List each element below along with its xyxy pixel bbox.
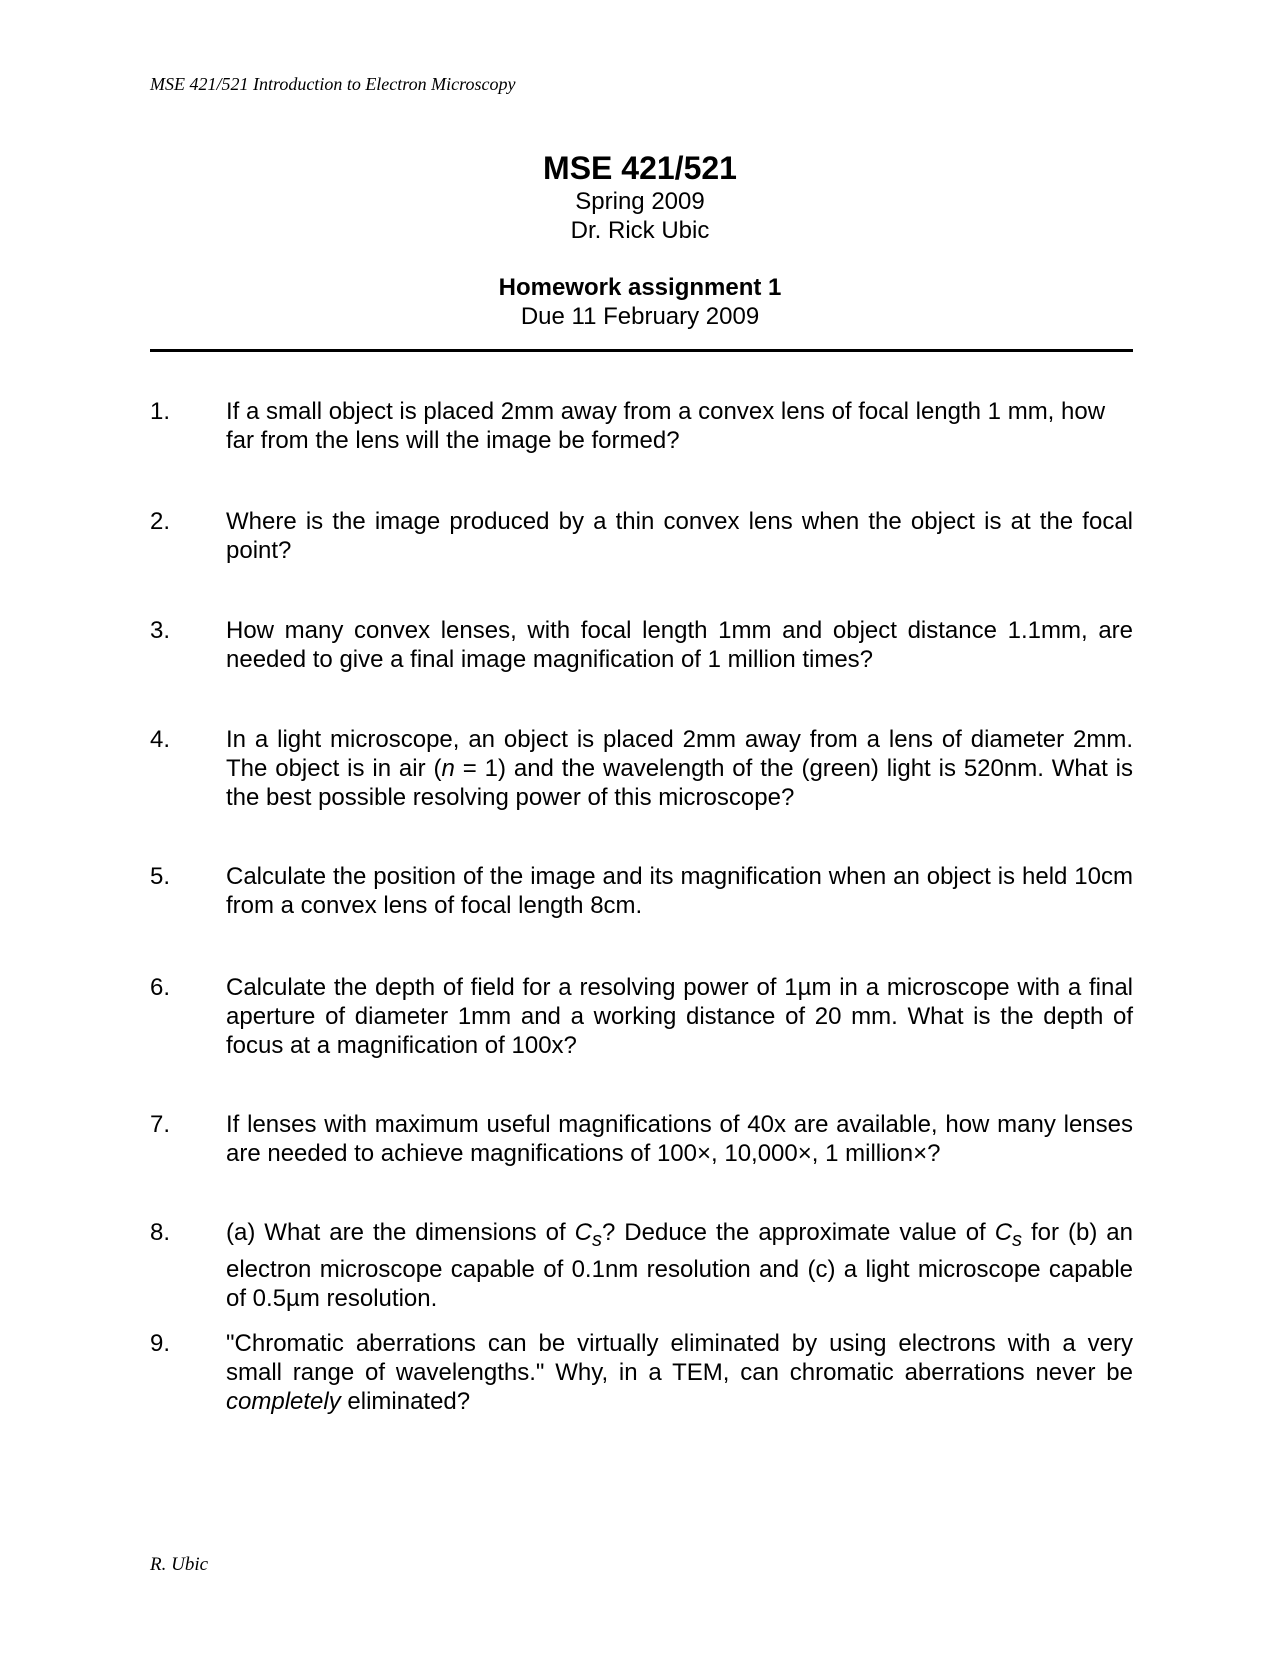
- question-7: [150, 1110, 1133, 1168]
- question-number: 1.: [150, 398, 171, 425]
- question-number: 2.: [150, 508, 171, 535]
- question-text: If lenses with maximum useful magnifications of 40x are available, how many lenses are needed to achieve magnifications of 100×, 10,000×, 1 million×?: [226, 1111, 1133, 1167]
- semester: Spring 2009: [575, 188, 705, 215]
- question-number: 4.: [150, 726, 171, 753]
- running-header: MSE 421/521 Introduction to Electron Microscopy: [150, 74, 516, 94]
- question-6: [150, 973, 1133, 1060]
- question-text: How many convex lenses, with focal length 1mm and object distance 1.1mm, are needed to give a final image magnification of 1 million times?: [226, 617, 1133, 673]
- question-number: 6.: [150, 974, 171, 1001]
- question-text: In a light microscope, an object is placed 2mm away from a lens of diameter 2mm. The object is in air (n = 1) and the wavelength of the (green) light is 520nm. What is the best possible resolving power of this microscope?: [226, 726, 1133, 811]
- question-number: 3.: [150, 617, 171, 644]
- question-number: 5.: [150, 863, 171, 890]
- question-4: [150, 725, 1133, 812]
- question-2: [150, 507, 1133, 565]
- question-text: "Chromatic aberrations can be virtually eliminated by using electrons with a very small range of wavelengths." Why, in a TEM, can chromatic aberrations never be completely eliminated?: [226, 1330, 1133, 1415]
- footer-author: R. Ubic: [150, 1554, 209, 1575]
- question-5: [150, 862, 1133, 920]
- assignment-title: Homework assignment 1: [498, 274, 782, 301]
- question-text: (a) What are the dimensions of $C_s$? Deduce the approximate value of $C_s$ for (b) an electron microscope capable of 0.1nm resolution and (c) a light microscope capable of 0.5µm resolution.: [226, 1219, 1133, 1312]
- question-number: 8.: [150, 1219, 171, 1246]
- question-number: 7.: [150, 1111, 171, 1138]
- course-title: MSE 421/521: [543, 150, 737, 186]
- question-text: Calculate the position of the image and its magnification when an object is held 10cm from a convex lens of focal length 8cm.: [226, 863, 1133, 919]
- question-text: Where is the image produced by a thin convex lens when the object is at the focal point?: [226, 508, 1133, 564]
- question-3: [150, 616, 1133, 674]
- title-divider: [150, 349, 1133, 352]
- due-date: Due 11 February 2009: [520, 303, 760, 330]
- question-text: If a small object is placed 2mm away from a convex lens of focal length 1 mm, how far from the lens will the image be formed?: [226, 398, 1106, 454]
- question-8: [150, 1218, 1133, 1313]
- question-9: [150, 1329, 1133, 1416]
- instructor: Dr. Rick Ubic: [570, 217, 710, 244]
- question-1: [150, 397, 1133, 455]
- question-text: Calculate the depth of field for a resolving power of 1µm in a microscope with a final aperture of diameter 1mm and a working distance of 20 mm. What is the depth of focus at a magnification of 100x?: [226, 974, 1133, 1059]
- question-number: 9.: [150, 1330, 171, 1357]
